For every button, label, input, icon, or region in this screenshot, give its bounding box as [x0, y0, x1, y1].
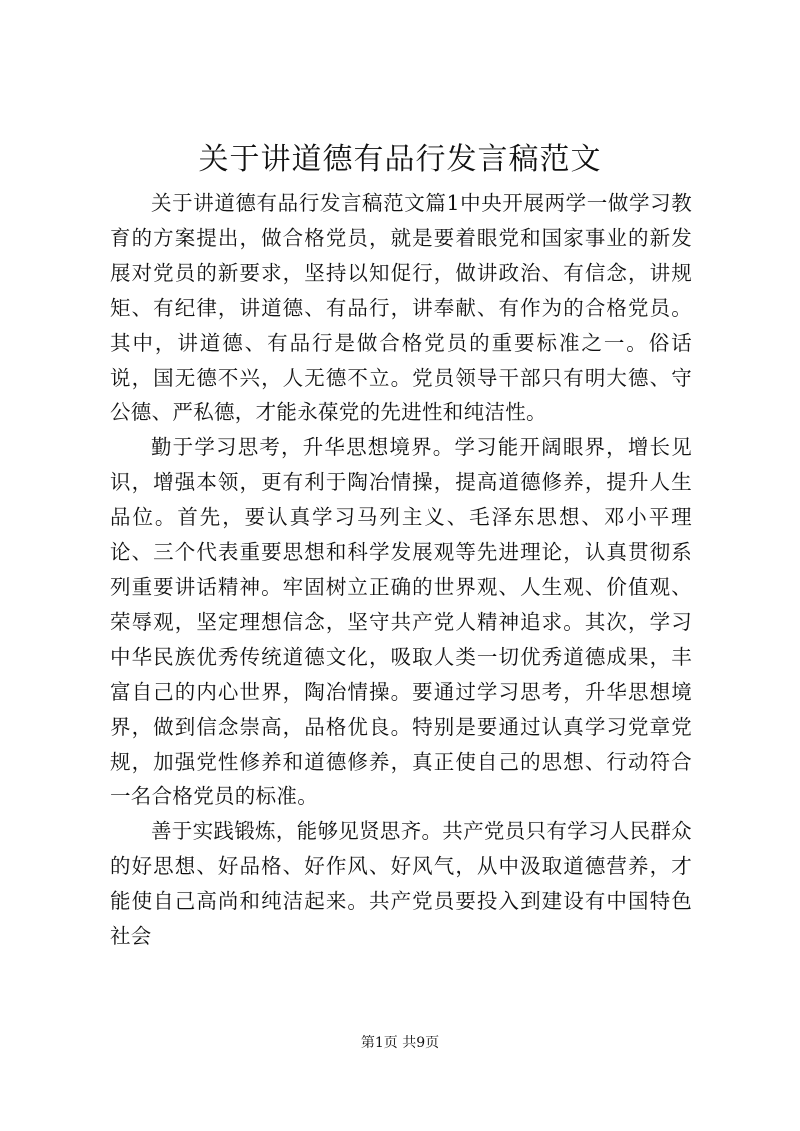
- page-number-footer: 第1页 共9页: [360, 1035, 440, 1051]
- paragraph-3: 善于实践锻炼，能够见贤思齐。共产党员只有学习人民群众的好思想、好品格、好作风、好风气，从中汲取道德营养，才能使自己高尚和纯洁起来。共产党员要投入到建设有中国特色社会: [110, 819, 692, 949]
- paragraph-1: 关于讲道德有品行发言稿范文篇1中央开展两学一做学习教育的方案提出，做合格党员，就是要着眼党和国家事业的新发展对党员的新要求，坚持以知促行，做讲政治、有信念，讲规矩、有纪律，讲道德、有品行，讲奉献、有作为的合格党员。其中，讲道德、有品行是做合格党员的重要标准之一。俗话说，国无德不兴，人无德不立。党员领导干部只有明大德、守公德、严私德，才能永葆党的先进性和纯洁性。: [110, 191, 692, 425]
- paragraph-2: 勤于学习思考，升华思想境界。学习能开阔眼界，增长见识，增强本领，更有利于陶冶情操，提高道德修养，提升人生品位。首先，要认真学习马列主义、毛泽东思想、邓小平理论、三个代表重要思想和科学发展观等先进理论，认真贯彻系列重要讲话精神。牢固树立正确的世界观、人生观、价值观、荣辱观，坚定理想信念，坚守共产党人精神追求。其次，学习中华民族优秀传统道德文化，吸取人类一切优秀道德成果，丰富自己的内心世界，陶冶情操。要通过学习思考，升华思想境界，做到信念崇高，品格优良。特别是要通过认真学习党章党规，加强党性修养和道德修养，真正使自己的思想、行动符合一名合格党员的标准。: [110, 435, 692, 809]
- document-title: 关于讲道德有品行发言稿范文: [198, 142, 602, 177]
- document-body: [110, 186, 692, 954]
